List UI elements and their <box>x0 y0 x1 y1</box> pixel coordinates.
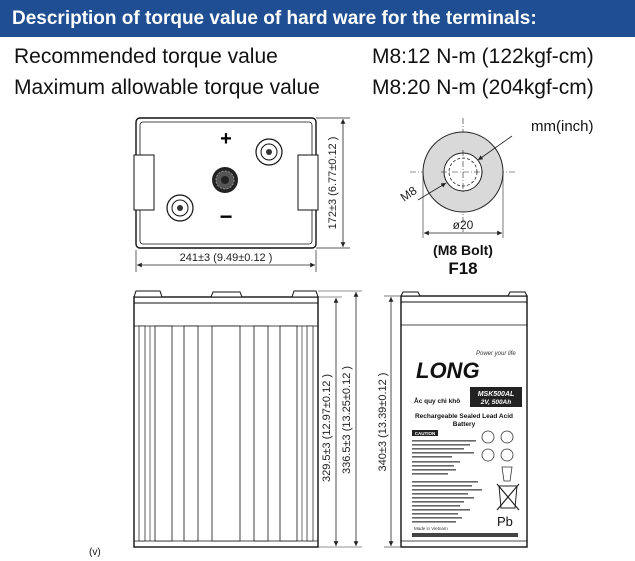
bolt-diameter-label: ø20 <box>452 218 474 232</box>
width-dimension-label: 241±3 (9.49±0.12 ) <box>179 252 273 264</box>
height-dimension-3 <box>377 296 400 547</box>
width-dimension <box>136 250 316 272</box>
vn-product-name: Ắc quy chì khô <box>414 398 461 405</box>
minus-sign: − <box>219 204 233 229</box>
bolt-thread-label: M8 <box>397 183 420 205</box>
made-in-label: Made in Vietnam <box>414 526 448 531</box>
recommended-torque-label: Recommended torque value <box>14 45 278 68</box>
battery-front-view <box>134 291 318 547</box>
height-dimension-2-label: 336.5±3 (13.25±0.12 ) <box>341 365 353 475</box>
recommended-torque-value: M8:12 N-m (122kgf-cm) <box>372 45 594 68</box>
height-dimension-1 <box>318 297 362 547</box>
bolt-caption: (M8 Bolt) <box>433 242 493 258</box>
height-dimension-1-label: 329.5±3 (12.97±0.12 ) <box>321 373 333 483</box>
maximum-torque-value: M8:20 N-m (204kgf-cm) <box>372 76 594 99</box>
battery-type-line-1: Rechargeable Sealed Lead Acid <box>414 413 514 420</box>
brand-logo: LONG <box>416 358 480 383</box>
battery-side-view <box>401 292 527 547</box>
label-tagline: Power your life <box>476 351 516 357</box>
model-name: MSK500AL <box>477 391 515 398</box>
negative-terminal <box>167 195 193 221</box>
caution-badge: CAUTION <box>414 431 436 436</box>
depth-dimension <box>316 118 350 248</box>
model-rating: 2V, 500Ah <box>480 399 512 406</box>
battery-top-view <box>134 118 318 248</box>
figure-mark: (v) <box>89 547 101 558</box>
pb-mark: Pb <box>497 514 513 529</box>
plus-sign: + <box>220 128 232 150</box>
positive-terminal <box>256 139 282 165</box>
units-note: mm(inch) <box>531 118 594 135</box>
bolt-detail <box>398 118 515 278</box>
maximum-torque-label: Maximum allowable torque value <box>14 76 320 99</box>
bolt-code: F18 <box>448 259 478 278</box>
battery-type-line-2: Battery <box>452 421 476 428</box>
vent-cap <box>212 167 238 193</box>
depth-dimension-label: 172±3 (6.77±0.12 ) <box>327 136 339 230</box>
height-dimension-3-label: 340±3 (13.39±0.12 ) <box>377 372 389 472</box>
section-header: Description of torque value of hard ware for the terminals: <box>0 0 635 37</box>
